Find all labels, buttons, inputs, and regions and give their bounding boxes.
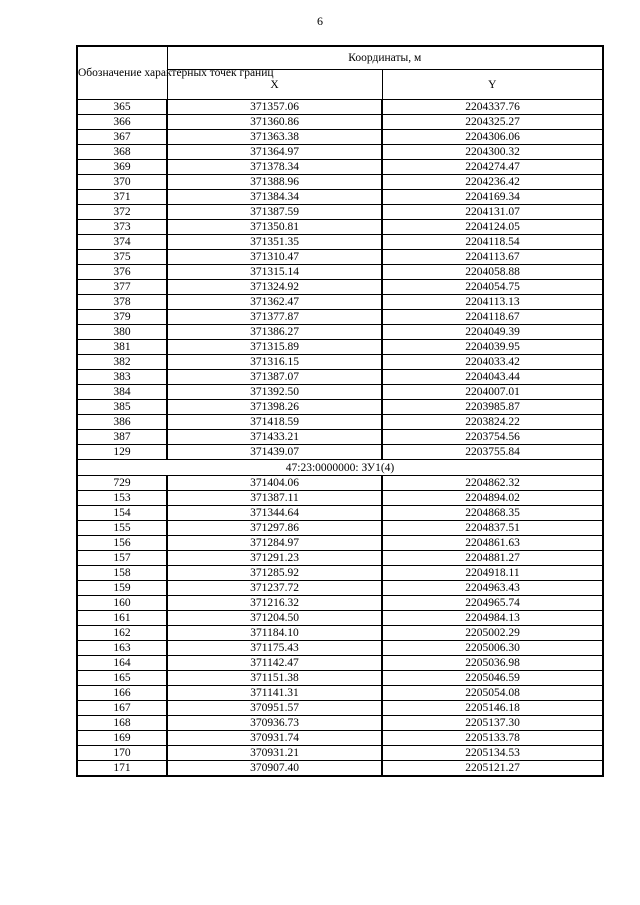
table-row — [77, 160, 603, 175]
y-cell: 2204118.54 — [382, 235, 603, 250]
point-cell: 129 — [77, 445, 167, 460]
x-cell: 371384.34 — [167, 190, 382, 205]
point-cell: 164 — [77, 656, 167, 671]
x-cell: 371316.15 — [167, 355, 382, 370]
y-cell: 2205134.53 — [382, 746, 603, 761]
table-row — [77, 581, 603, 596]
x-cell: 371315.89 — [167, 340, 382, 355]
x-cell: 371291.23 — [167, 551, 382, 566]
table-row — [77, 265, 603, 280]
table-row — [77, 115, 603, 130]
x-cell: 370936.73 — [167, 716, 382, 731]
x-cell: 370931.74 — [167, 731, 382, 746]
table-body-part2 — [77, 476, 603, 777]
point-cell: 382 — [77, 355, 167, 370]
table-row — [77, 295, 603, 310]
y-cell: 2204894.02 — [382, 491, 603, 506]
x-cell: 371285.92 — [167, 566, 382, 581]
point-cell: 379 — [77, 310, 167, 325]
x-cell: 371357.06 — [167, 100, 382, 115]
table-row — [77, 220, 603, 235]
x-cell: 371351.35 — [167, 235, 382, 250]
x-cell: 371360.86 — [167, 115, 382, 130]
table-row — [77, 400, 603, 415]
y-cell: 2205002.29 — [382, 626, 603, 641]
point-cell: 387 — [77, 430, 167, 445]
point-cell: 378 — [77, 295, 167, 310]
table-row — [77, 130, 603, 145]
point-cell: 169 — [77, 731, 167, 746]
table-row — [77, 476, 603, 491]
x-cell: 371350.81 — [167, 220, 382, 235]
point-cell: 154 — [77, 506, 167, 521]
y-cell: 2205006.30 — [382, 641, 603, 656]
point-cell: 370 — [77, 175, 167, 190]
table-row — [77, 491, 603, 506]
x-cell: 370907.40 — [167, 761, 382, 777]
y-cell: 2204113.67 — [382, 250, 603, 265]
point-cell: 377 — [77, 280, 167, 295]
table-row — [77, 355, 603, 370]
point-cell: 165 — [77, 671, 167, 686]
point-cell: 381 — [77, 340, 167, 355]
table-row — [77, 731, 603, 746]
table-row — [77, 551, 603, 566]
y-cell: 2204058.88 — [382, 265, 603, 280]
x-cell: 371387.07 — [167, 370, 382, 385]
table-row — [77, 370, 603, 385]
point-cell: 365 — [77, 100, 167, 115]
x-cell: 371237.72 — [167, 581, 382, 596]
y-cell: 2205121.27 — [382, 761, 603, 777]
table-row — [77, 205, 603, 220]
x-cell: 371315.14 — [167, 265, 382, 280]
y-cell: 2205046.59 — [382, 671, 603, 686]
coordinates-table — [76, 45, 604, 777]
point-cell: 158 — [77, 566, 167, 581]
point-cell: 157 — [77, 551, 167, 566]
y-cell: 2204984.13 — [382, 611, 603, 626]
table-row — [77, 761, 603, 777]
y-cell: 2204881.27 — [382, 551, 603, 566]
x-cell: 371418.59 — [167, 415, 382, 430]
x-cell: 371388.96 — [167, 175, 382, 190]
y-cell: 2204054.75 — [382, 280, 603, 295]
table-row — [77, 671, 603, 686]
table-row — [77, 536, 603, 551]
table-row — [77, 746, 603, 761]
y-cell: 2205036.98 — [382, 656, 603, 671]
x-cell: 371141.31 — [167, 686, 382, 701]
table-row — [77, 521, 603, 536]
table-body-part1 — [77, 100, 603, 460]
y-cell: 2204043.44 — [382, 370, 603, 385]
table-row — [77, 145, 603, 160]
y-cell: 2204131.07 — [382, 205, 603, 220]
x-cell: 371216.32 — [167, 596, 382, 611]
point-cell: 372 — [77, 205, 167, 220]
point-cell: 166 — [77, 686, 167, 701]
y-cell: 2204918.11 — [382, 566, 603, 581]
table-row — [77, 325, 603, 340]
point-cell: 376 — [77, 265, 167, 280]
y-cell: 2204033.42 — [382, 355, 603, 370]
table-row — [77, 686, 603, 701]
point-cell: 386 — [77, 415, 167, 430]
table-row — [77, 385, 603, 400]
y-cell: 2204118.67 — [382, 310, 603, 325]
y-cell: 2204837.51 — [382, 521, 603, 536]
x-cell: 371404.06 — [167, 476, 382, 491]
point-cell: 159 — [77, 581, 167, 596]
point-cell: 366 — [77, 115, 167, 130]
x-cell: 371204.50 — [167, 611, 382, 626]
point-cell: 385 — [77, 400, 167, 415]
y-cell: 2204963.43 — [382, 581, 603, 596]
table-row — [77, 175, 603, 190]
y-cell: 2205137.30 — [382, 716, 603, 731]
table-row — [77, 641, 603, 656]
point-cell: 384 — [77, 385, 167, 400]
section-body — [77, 460, 603, 476]
y-cell: 2205054.08 — [382, 686, 603, 701]
y-column-header: Y — [382, 70, 603, 100]
y-cell: 2204965.74 — [382, 596, 603, 611]
table-row — [77, 235, 603, 250]
x-cell: 371362.47 — [167, 295, 382, 310]
x-cell: 371151.38 — [167, 671, 382, 686]
point-cell: 367 — [77, 130, 167, 145]
point-cell: 171 — [77, 761, 167, 777]
x-cell: 371175.43 — [167, 641, 382, 656]
table-row — [77, 626, 603, 641]
point-cell: 369 — [77, 160, 167, 175]
point-cell: 168 — [77, 716, 167, 731]
section-row — [77, 460, 603, 476]
point-cell: 729 — [77, 476, 167, 491]
point-cell: 373 — [77, 220, 167, 235]
table-row — [77, 340, 603, 355]
point-cell: 383 — [77, 370, 167, 385]
x-cell: 371398.26 — [167, 400, 382, 415]
y-cell: 2204861.63 — [382, 536, 603, 551]
point-cell: 162 — [77, 626, 167, 641]
y-cell: 2204169.34 — [382, 190, 603, 205]
x-cell: 371364.97 — [167, 145, 382, 160]
point-cell: 167 — [77, 701, 167, 716]
y-cell: 2204236.42 — [382, 175, 603, 190]
y-cell: 2204007.01 — [382, 385, 603, 400]
x-cell: 371284.97 — [167, 536, 382, 551]
x-cell: 371387.11 — [167, 491, 382, 506]
table-row — [77, 280, 603, 295]
point-cell: 156 — [77, 536, 167, 551]
coordinates-header: Координаты, м — [167, 46, 603, 70]
table-row — [77, 596, 603, 611]
table-row — [77, 190, 603, 205]
point-cell: 161 — [77, 611, 167, 626]
point-cell: 371 — [77, 190, 167, 205]
x-cell: 371433.21 — [167, 430, 382, 445]
x-cell: 371386.27 — [167, 325, 382, 340]
y-cell: 2204325.27 — [382, 115, 603, 130]
table-row — [77, 430, 603, 445]
table-row — [77, 716, 603, 731]
table-row — [77, 566, 603, 581]
y-cell: 2203754.56 — [382, 430, 603, 445]
table-row — [77, 506, 603, 521]
x-cell: 371392.50 — [167, 385, 382, 400]
section-label: 47:23:0000000: ЗУ1(4) — [77, 460, 603, 476]
y-cell: 2203755.84 — [382, 445, 603, 460]
y-cell: 2203824.22 — [382, 415, 603, 430]
point-cell: 160 — [77, 596, 167, 611]
point-cell: 380 — [77, 325, 167, 340]
table-row — [77, 656, 603, 671]
x-cell: 371344.64 — [167, 506, 382, 521]
y-cell: 2204337.76 — [382, 100, 603, 115]
x-cell: 371310.47 — [167, 250, 382, 265]
x-cell: 371142.47 — [167, 656, 382, 671]
y-cell: 2204862.32 — [382, 476, 603, 491]
point-designation-header: Обозначение характерных точек границ — [77, 46, 167, 100]
x-cell: 371184.10 — [167, 626, 382, 641]
y-cell: 2204113.13 — [382, 295, 603, 310]
table-row — [77, 415, 603, 430]
point-cell: 170 — [77, 746, 167, 761]
y-cell: 2204039.95 — [382, 340, 603, 355]
table-row — [77, 100, 603, 115]
x-cell: 371377.87 — [167, 310, 382, 325]
x-cell: 371387.59 — [167, 205, 382, 220]
table-row — [77, 445, 603, 460]
point-cell: 155 — [77, 521, 167, 536]
x-column-header: X — [167, 70, 382, 100]
x-cell: 371378.34 — [167, 160, 382, 175]
table-row — [77, 611, 603, 626]
point-cell: 375 — [77, 250, 167, 265]
table-row — [77, 250, 603, 265]
point-cell: 163 — [77, 641, 167, 656]
y-cell: 2205146.18 — [382, 701, 603, 716]
y-cell: 2204124.05 — [382, 220, 603, 235]
table-row — [77, 310, 603, 325]
page-number: 6 — [317, 14, 323, 28]
x-cell: 371324.92 — [167, 280, 382, 295]
y-cell: 2204300.32 — [382, 145, 603, 160]
x-cell: 370951.57 — [167, 701, 382, 716]
x-cell: 371363.38 — [167, 130, 382, 145]
y-cell: 2205133.78 — [382, 731, 603, 746]
point-cell: 374 — [77, 235, 167, 250]
table-header — [77, 46, 603, 100]
y-cell: 2204274.47 — [382, 160, 603, 175]
y-cell: 2204868.35 — [382, 506, 603, 521]
x-cell: 371439.07 — [167, 445, 382, 460]
table-row — [77, 701, 603, 716]
point-cell: 153 — [77, 491, 167, 506]
y-cell: 2203985.87 — [382, 400, 603, 415]
x-cell: 371297.86 — [167, 521, 382, 536]
x-cell: 370931.21 — [167, 746, 382, 761]
y-cell: 2204049.39 — [382, 325, 603, 340]
y-cell: 2204306.06 — [382, 130, 603, 145]
point-cell: 368 — [77, 145, 167, 160]
